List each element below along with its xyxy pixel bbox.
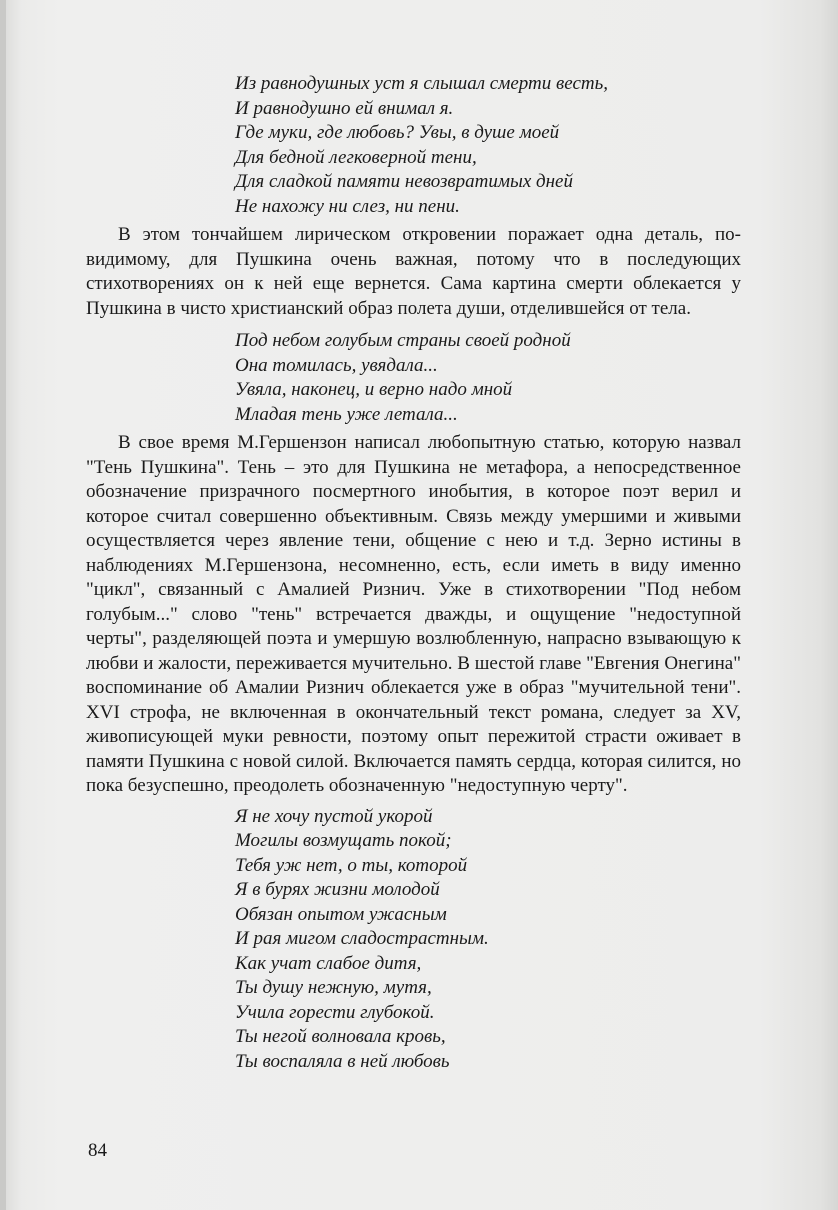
verse-line: Младая тень уже летала...: [235, 403, 458, 425]
verse-line: Где муки, где любовь? Увы, в душе моей: [235, 122, 560, 143]
verse-quote-1: [235, 72, 741, 219]
paragraph-2: В свое время М.Гершензон написал любопытную статью, которую назвал "Тень Пушкина". Тень – это для Пушкина не метафора, а непосредственное обозначение призрачного посмертного инобытия, в которое поэт верил и которое считал совершенно объективным. Связь между умершими и живыми осуществляется через явление тени, общение с нею и т.д. Зерно истины в наблюдениях М.Гершензона, несомненно, есть, если иметь в виду именно "цикл", связанный с Амалией Ризнич. Уже в стихотворении "Под небом голубым..." слово "тень" встречается дважды, и ощущение "недоступной черты", разделяющей поэта и умершую возлюбленную, напрасно взывающую к любви и жалости, переживается мучительно. В шестой главе "Евгения Онегина" воспоминание об Амалии Ризнич облекается уже в образ "мучительной тени". XVI строфа, не включенная в окончательный текст романа, следует за XV, живописующей муки ревности, поэтому опыт пережитой страсти оживает в памяти Пушкина с новой силой. Включается память сердца, которая силится, но пока безуспешно, преодолеть обозначенную "недоступную черту".: [86, 432, 741, 796]
verse-line: Как учат слабое дитя,: [235, 952, 422, 974]
page-edge-shadow: [0, 0, 6, 1210]
verse-line: Ты душу нежную, мутя,: [235, 977, 432, 998]
page-body: [86, 66, 741, 1074]
verse-quote-3: [235, 805, 741, 1075]
verse-line: Для бедной легковерной тени,: [235, 146, 477, 168]
verse-line: И рая мигом сладострастным.: [235, 928, 489, 949]
verse-line: Я в бурях жизни молодой: [235, 879, 440, 900]
verse-line: Для сладкой памяти невозвратимых дней: [235, 171, 573, 192]
verse-line: Тебя уж нет, о ты, которой: [235, 854, 468, 876]
verse-line: Увяла, наконец, и верно надо мной: [235, 379, 513, 400]
page-number: 84: [88, 1140, 107, 1161]
verse-line: Не нахожу ни слез, ни пени.: [235, 195, 460, 217]
verse-line: Ты воспаляла в ней любовь: [235, 1050, 450, 1072]
verse-quote-2: [235, 329, 741, 427]
verse-line: Могилы возмущать покой;: [235, 830, 452, 851]
paragraph-1: В этом тончайшем лирическом откровении поражает одна деталь, повидимому, для Пушкина очень важная, потому что в последующих стихотворениях он к ней еще вернется. Сама картина смерти облекается у Пушкина в чисто христианский образ полета души, отделившейся от тела.: [86, 224, 741, 319]
verse-line: Из равнодушных уст я слышал смерти весть,: [235, 73, 608, 94]
verse-line: Обязан опытом ужасным: [235, 903, 447, 925]
verse-line: Ты негой волновала кровь,: [235, 1026, 446, 1047]
verse-line: Учила горести глубокой.: [235, 1001, 435, 1023]
verse-line: Она томилась, увядала...: [235, 354, 438, 376]
verse-line: Под небом голубым страны своей родной: [235, 330, 571, 351]
verse-line: И равнодушно ей внимал я.: [235, 97, 454, 119]
verse-line: Я не хочу пустой укорой: [235, 805, 433, 827]
